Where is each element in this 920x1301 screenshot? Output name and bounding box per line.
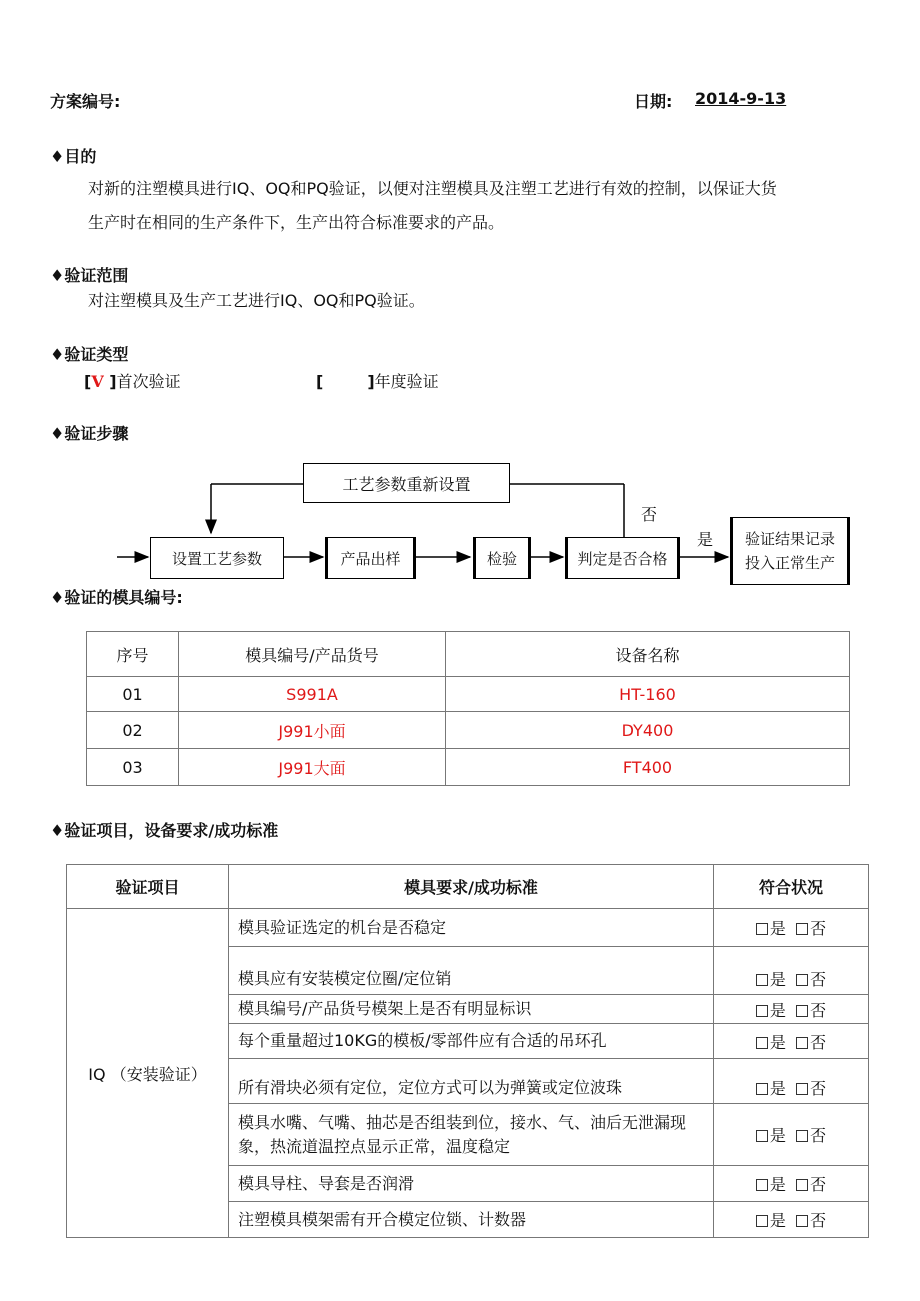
- type-heading: ♦验证类型: [50, 345, 129, 364]
- flowchart-arrows: [0, 0, 920, 600]
- compliance-checkboxes: 是 否: [714, 995, 869, 1024]
- plan-number-label: 方案编号:: [50, 92, 121, 111]
- iq-item-cell: IQ （安装验证）: [67, 909, 229, 1238]
- no-checkbox[interactable]: [796, 1179, 808, 1191]
- no-checkbox[interactable]: [796, 1083, 808, 1095]
- row-mold: S991A: [179, 677, 446, 712]
- result-box: [730, 517, 850, 585]
- criterion: 模具编号/产品货号模架上是否有明显标识: [229, 995, 714, 1024]
- compliance-checkboxes: 是 否: [714, 1104, 869, 1166]
- no-checkbox[interactable]: [796, 1037, 808, 1049]
- yes-checkbox[interactable]: [756, 974, 768, 986]
- compliance-checkboxes: 是 否: [714, 1024, 869, 1059]
- table-row: [87, 749, 850, 786]
- yes-checkbox[interactable]: [756, 923, 768, 935]
- yes-checkbox[interactable]: [756, 1037, 768, 1049]
- yes-label: 是: [697, 530, 714, 549]
- col-header-criteria: 模具要求/成功标准: [229, 865, 714, 909]
- scope-heading: ♦验证范围: [50, 266, 129, 285]
- check-mark: V: [91, 372, 104, 391]
- set-params-box: 设置工艺参数: [150, 537, 284, 579]
- requirements-table: [66, 864, 869, 1238]
- yes-checkbox[interactable]: [756, 1179, 768, 1191]
- no-checkbox[interactable]: [796, 923, 808, 935]
- requirements-heading: ♦验证项目，设备要求/成功标准: [50, 821, 279, 840]
- annual-validation-option: [ ]年度验证: [316, 372, 439, 391]
- no-checkbox[interactable]: [796, 1005, 808, 1017]
- row-equipment: HT-160: [446, 677, 850, 712]
- compliance-checkboxes: 是 否: [714, 1166, 869, 1202]
- table-row: [67, 909, 869, 947]
- purpose-heading: ♦目的: [50, 147, 97, 166]
- criterion: 每个重量超过10KG的模板/零部件应有合适的吊环孔: [229, 1024, 714, 1059]
- reset-params-box: 工艺参数重新设置: [303, 463, 510, 503]
- compliance-checkboxes: 是 否: [714, 909, 869, 947]
- yes-checkbox[interactable]: [756, 1215, 768, 1227]
- row-no: 02: [87, 712, 179, 749]
- table-row: [87, 712, 850, 749]
- criterion: 所有滑块必须有定位，定位方式可以为弹簧或定位波珠: [229, 1059, 714, 1104]
- steps-heading: ♦验证步骤: [50, 424, 129, 443]
- yes-checkbox[interactable]: [756, 1005, 768, 1017]
- yes-checkbox[interactable]: [756, 1083, 768, 1095]
- result-line-1: 验证结果记录: [744, 530, 835, 548]
- criterion: 注塑模具模架需有开合模定位锁、计数器: [229, 1202, 714, 1238]
- annual-validation-label: 年度验证: [374, 372, 439, 391]
- compliance-checkboxes: 是 否: [714, 1202, 869, 1238]
- col-header-mold: 模具编号/产品货号: [179, 632, 446, 677]
- row-mold: J991大面: [179, 749, 446, 786]
- date-label: 日期:: [634, 92, 673, 111]
- no-checkbox[interactable]: [796, 1215, 808, 1227]
- inspect-box: 检验: [473, 537, 531, 579]
- criterion: 模具应有安装模定位圈/定位销: [229, 947, 714, 995]
- criterion: 模具导柱、导套是否润滑: [229, 1166, 714, 1202]
- no-checkbox[interactable]: [796, 974, 808, 986]
- purpose-line-1: 对新的注塑模具进行IQ、OQ和PQ验证，以便对注塑模具及注塑工艺进行有效的控制，以保证大货: [88, 179, 777, 198]
- purpose-line-2: 生产时在相同的生产条件下，生产出符合标准要求的产品。: [88, 213, 505, 232]
- first-validation-option: [V ]首次验证: [84, 372, 181, 391]
- no-checkbox[interactable]: [796, 1130, 808, 1142]
- col-header-equipment: 设备名称: [446, 632, 850, 677]
- col-header-compliance: 符合状况: [714, 865, 869, 909]
- criterion: 模具水嘴、气嘴、抽芯是否组装到位，接水、气、油后无泄漏现象，热流道温控点显示正常，温度稳定: [229, 1104, 714, 1166]
- col-header-no: 序号: [87, 632, 179, 677]
- row-mold: J991小面: [179, 712, 446, 749]
- result-line-2: 投入正常生产: [744, 554, 835, 572]
- judge-box: 判定是否合格: [565, 537, 680, 579]
- table-row: [87, 677, 850, 712]
- first-validation-label: 首次验证: [116, 372, 181, 391]
- compliance-checkboxes: 是 否: [714, 1059, 869, 1104]
- row-equipment: FT400: [446, 749, 850, 786]
- no-label: 否: [641, 505, 658, 524]
- row-equipment: DY400: [446, 712, 850, 749]
- scope-text: 对注塑模具及生产工艺进行IQ、OQ和PQ验证。: [88, 291, 425, 310]
- molds-heading: ♦验证的模具编号:: [50, 588, 183, 607]
- row-no: 03: [87, 749, 179, 786]
- compliance-checkboxes: 是 否: [714, 947, 869, 995]
- col-header-item: 验证项目: [67, 865, 229, 909]
- criterion: 模具验证选定的机台是否稳定: [229, 909, 714, 947]
- sample-box: 产品出样: [325, 537, 416, 579]
- date-value: 2014-9-13: [695, 89, 787, 108]
- mold-table: [86, 631, 850, 786]
- row-no: 01: [87, 677, 179, 712]
- yes-checkbox[interactable]: [756, 1130, 768, 1142]
